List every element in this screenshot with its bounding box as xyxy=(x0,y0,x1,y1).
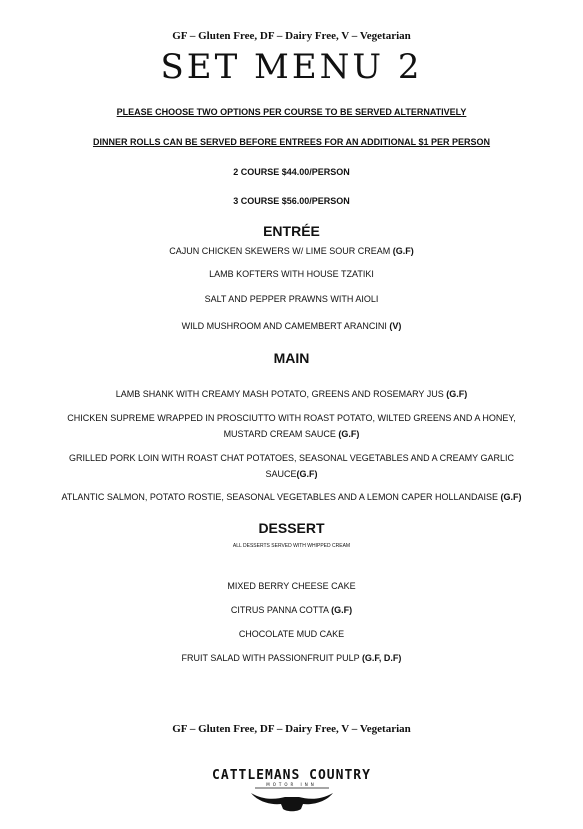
item-name: LAMB KOFTERS WITH HOUSE TZATIKI xyxy=(209,269,374,279)
entree-item xyxy=(0,266,583,282)
note-dinner-rolls: DINNER ROLLS CAN BE SERVED BEFORE ENTREES FOR AN ADDITIONAL $1 PER PERSON xyxy=(92,137,491,147)
item-name: CITRUS PANNA COTTA xyxy=(230,605,329,615)
diet-tag: (V) xyxy=(389,321,402,331)
diet-tag: (G.F) xyxy=(446,389,468,399)
item-name-line2: MUSTARD CREAM SAUCE xyxy=(223,429,336,439)
section-heading-dessert: DESSERT xyxy=(258,520,325,536)
dessert-item xyxy=(0,650,583,666)
main-item xyxy=(0,410,583,442)
dessert-item xyxy=(0,602,583,618)
dessert-item xyxy=(0,578,583,594)
price-2-course: 2 COURSE $44.00/PERSON xyxy=(233,167,350,177)
item-name: SALT AND PEPPER PRAWNS WITH AIOLI xyxy=(204,294,379,304)
item-name: ATLANTIC SALMON, POTATO ROSTIE, SEASONAL VEGETABLES AND A LEMON CAPER HOLLANDAISE xyxy=(61,492,498,502)
dessert-item xyxy=(0,626,583,642)
diet-tag: (G.F) xyxy=(338,429,360,439)
item-name: MIXED BERRY CHEESE CAKE xyxy=(227,581,356,591)
item-name: FRUIT SALAD WITH PASSIONFRUIT PULP xyxy=(181,653,360,663)
diet-legend-top: GF – Gluten Free, DF – Dairy Free, V – Vegetarian xyxy=(172,30,411,42)
diet-legend-bottom: GF – Gluten Free, DF – Dairy Free, V – Vegetarian xyxy=(172,723,411,735)
logo-name: CATTLEMANS COUNTRY xyxy=(212,768,371,783)
longhorn-icon xyxy=(247,787,337,813)
brand-logo xyxy=(0,768,583,813)
logo-subtitle: MOTOR INN xyxy=(266,782,317,787)
price-3-course: 3 COURSE $56.00/PERSON xyxy=(233,196,350,206)
entree-item xyxy=(0,243,583,259)
item-name: WILD MUSHROOM AND CAMEMBERT ARANCINI xyxy=(181,321,387,331)
main-item xyxy=(0,489,583,505)
diet-tag: (G.F, D.F) xyxy=(361,653,402,663)
section-heading-entree: ENTRÉE xyxy=(263,223,320,239)
item-name: LAMB SHANK WITH CREAMY MASH POTATO, GREENS AND ROSEMARY JUS xyxy=(115,389,444,399)
main-item xyxy=(0,386,583,402)
dessert-subnote: ALL DESSERTS SERVED WITH WHIPPED CREAM xyxy=(232,543,351,549)
diet-tag: (G.F) xyxy=(296,469,318,479)
diet-tag: (G.F) xyxy=(500,492,522,502)
item-name-line2: SAUCE xyxy=(265,469,297,479)
diet-tag: (G.F) xyxy=(392,246,414,256)
item-name: CAJUN CHICKEN SKEWERS W/ LIME SOUR CREAM xyxy=(169,246,391,256)
entree-item xyxy=(0,318,583,334)
item-name-line1: GRILLED PORK LOIN WITH ROAST CHAT POTATOES, SEASONAL VEGETABLES AND A CREAMY GARLIC xyxy=(69,453,514,463)
page-title: SET MENU 2 xyxy=(160,47,423,87)
section-heading-main: MAIN xyxy=(273,350,310,366)
main-item xyxy=(0,450,583,482)
note-choose-options: PLEASE CHOOSE TWO OPTIONS PER COURSE TO BE SERVED ALTERNATIVELY xyxy=(116,107,467,117)
item-name-line1: CHICKEN SUPREME WRAPPED IN PROSCIUTTO WITH ROAST POTATO, WILTED GREENS AND A HONEY, xyxy=(67,413,516,423)
diet-tag: (G.F) xyxy=(331,605,353,615)
entree-item xyxy=(0,291,583,307)
item-name: CHOCOLATE MUD CAKE xyxy=(238,629,345,639)
